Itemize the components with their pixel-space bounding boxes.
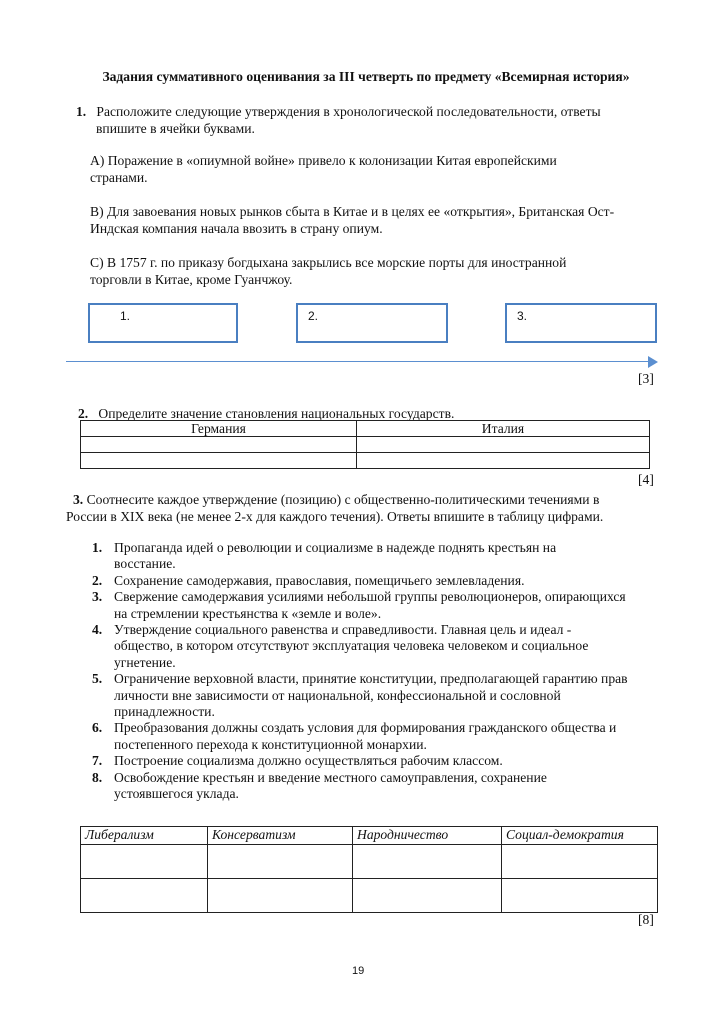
list-item-line: Свержение самодержавия усилиями небольшой группы революционеров, опирающихся (114, 589, 626, 605)
stmt-b-line1: В) Для завоевания новых рынков сбыта в Китае и в целях ее «открытия», Британская Ост- (90, 204, 615, 219)
list-item-line: постепенного перехода к конституционной монархии. (114, 736, 427, 752)
list-item-line: устоявшегося уклада. (114, 786, 239, 802)
task3-statement-list (92, 540, 667, 803)
task2-cell-italy-1[interactable] (357, 437, 650, 453)
list-item-line: Ограничение верховной власти, принятие конституции, предполагающей гарантию прав (114, 671, 628, 687)
list-item-line: принадлежности. (114, 704, 215, 720)
list-item-line: Пропаганда идей о революции и социализме в надежде поднять крестьян на (114, 540, 557, 555)
task1-statement-b (90, 203, 650, 237)
list-item-line: Утверждение социального равенства и справедливости. Главная цель и идеал - (114, 622, 572, 638)
list-item-number: 1. (92, 540, 103, 555)
task1-statement-c (90, 254, 650, 288)
stmt-a-line2: странами. (90, 170, 148, 185)
list-item (92, 720, 667, 753)
list-item (92, 573, 667, 589)
task3-cell[interactable] (502, 845, 658, 879)
answer-box-2[interactable] (296, 303, 448, 343)
stmt-a-line1: А) Поражение в «опиумной войне» привело к колонизации Китая европейскими (90, 153, 557, 168)
task2-number: 2. (78, 406, 89, 421)
list-item-number: 3. (92, 589, 103, 605)
list-item-line: Преобразования должны создать условия для формирования гражданского общества и (114, 720, 617, 736)
task1-prompt-line2: впишите в ячейки буквами. (96, 121, 255, 136)
list-item-number: 8. (92, 769, 103, 785)
stmt-c-line2: торговли в Китае, кроме Гуанчжоу. (90, 272, 293, 287)
list-item-line: на стремлении крестьянства к «земле и воле». (114, 605, 382, 621)
answer-box-1-label: 1. (120, 309, 131, 323)
list-item-line: Сохранение самодержавия, православия, помещичьего землевладения. (114, 572, 525, 588)
task3-header-liberalism: Либерализм (81, 827, 208, 845)
answer-box-1[interactable] (88, 303, 238, 343)
document-title: Задания суммативного оценивания за III четверть по предмету «Всемирная история» (102, 69, 630, 84)
task1-prompt (76, 103, 656, 137)
task3-header-populism: Народничество (353, 827, 502, 845)
list-item (92, 770, 667, 803)
answer-box-3-label: 3. (517, 309, 528, 323)
list-item (92, 622, 667, 671)
task3-cell[interactable] (81, 879, 208, 913)
list-item-line: угнетение. (114, 654, 176, 670)
task3-cell[interactable] (81, 845, 208, 879)
task3-table (80, 826, 658, 913)
task3-header-conservatism: Консерватизм (208, 827, 353, 845)
list-item-number: 7. (92, 753, 103, 769)
list-item (92, 753, 667, 769)
list-item-number: 4. (92, 622, 103, 638)
task3-cell[interactable] (208, 879, 353, 913)
list-item-line: восстание. (114, 556, 176, 572)
task3-number: 3. (73, 492, 84, 507)
stmt-b-line2: Индская компания начала ввозить в страну опиум. (90, 221, 383, 236)
task3-prompt-line1: Соотнесите каждое утверждение (позицию) с общественно-политическими течениями в (86, 492, 600, 507)
task3-cell[interactable] (208, 845, 353, 879)
task2-table (80, 420, 650, 469)
answer-box-3[interactable] (505, 303, 657, 343)
task2-header-germany: Германия (81, 421, 357, 437)
answer-box-2-label: 2. (308, 309, 319, 323)
list-item (92, 671, 667, 720)
list-item-line: Построение социализма должно осуществляться рабочим классом. (114, 753, 503, 769)
task2-header-italy: Италия (357, 421, 650, 437)
task3-cell[interactable] (502, 879, 658, 913)
list-item (92, 589, 667, 622)
task2-cell-italy-2[interactable] (357, 453, 650, 469)
list-item-number: 2. (92, 572, 103, 588)
task1-number: 1. (76, 104, 87, 119)
task2-cell-germany-2[interactable] (81, 453, 357, 469)
task1-prompt-line1: Расположите следующие утверждения в хронологической последовательности, ответы (96, 104, 601, 119)
timeline-arrow (66, 361, 651, 362)
task3-cell[interactable] (353, 879, 502, 913)
list-item-number: 5. (92, 671, 103, 687)
task2-score: [4] (638, 472, 654, 487)
task3-prompt-line2: России в XIX века (не менее 2-х для каждого течения). Ответы впишите в таблицу цифрами. (66, 509, 604, 524)
page-number: 19 (352, 965, 365, 977)
timeline-arrowhead (648, 356, 658, 368)
task3-cell[interactable] (353, 845, 502, 879)
task3-score: [8] (638, 912, 654, 927)
task1-statement-a (90, 152, 650, 186)
task2-prompt-text: Определите значение становления национальных государств. (98, 406, 455, 421)
list-item-line: общество, в котором отсутствуют эксплуатация человека человеком и социальное (114, 638, 589, 654)
task2-cell-germany-1[interactable] (81, 437, 357, 453)
task1-score: [3] (638, 371, 654, 386)
task3-prompt (66, 491, 666, 525)
list-item (92, 540, 667, 573)
stmt-c-line1: С) В 1757 г. по приказу богдыхана закрылись все морские порты для иностранной (90, 255, 567, 270)
list-item-number: 6. (92, 720, 103, 736)
list-item-line: личности вне зависимости от национальной, конфессиональной и сословной (114, 687, 561, 703)
list-item-line: Освобождение крестьян и введение местного самоуправления, сохранение (114, 769, 547, 785)
task3-header-social-democracy: Социал-демократия (502, 827, 658, 845)
